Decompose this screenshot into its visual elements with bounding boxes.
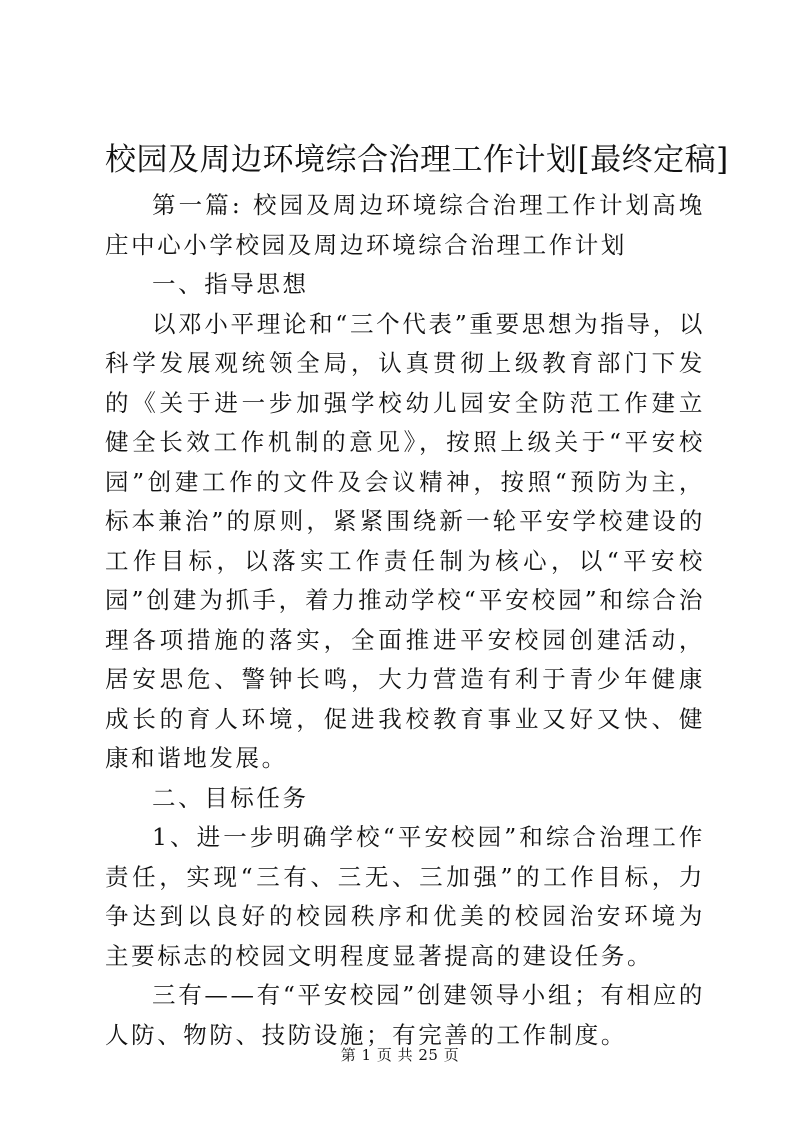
paragraph-three-haves: 三有——有“平安校园”创建领导小组；有相应的人防、物防、技防设施；有完善的工作制度。: [105, 981, 705, 1049]
page-footer: 第 1 页 共 25 页: [340, 1046, 460, 1064]
document-title: 校园及周边环境综合治理工作计划[最终定稿]: [105, 142, 729, 178]
paragraph-guiding-thought: 以邓小平理论和“三个代表”重要思想为指导，以科学发展观统领全局，认真贯彻上级教育部门下发的《关于进一步加强学校幼儿园安全防范工作建立健全长效工作机制的意见》，按照上级关于“平安校园”创建工作的文件及会议精神，按照“预防为主，标本兼治”的原则，紧紧围绕新一轮平安学校建设的工作目标，以落实工作责任制为核心，以“平安校园”创建为抓手，着力推动学校“平安校园”和综合治理各项措施的落实，全面推进平安校园创建活动，居安思危、警钟长鸣，大力营造有利于青少年健康成长的育人环境，促进我校教育事业又好又快、健康和谐地发展。: [105, 309, 705, 772]
section-heading-first-article: 第一篇: 校园及周边环境综合治理工作计划高堍庄中心小学校园及周边环境综合治理工作计划: [105, 191, 705, 259]
document-body: [105, 186, 705, 1055]
section-heading-guiding-thought: 一、指导思想: [152, 270, 309, 298]
section-heading-goals: 二、目标任务: [152, 783, 309, 812]
paragraph-goal-1: 1、进一步明确学校“平安校园”和综合治理工作责任，实现“三有、三无、三加强”的工作目标，力争达到以良好的校园秩序和优美的校园治安环境为主要标志的校园文明程度显著提高的建设任务。: [105, 823, 705, 970]
